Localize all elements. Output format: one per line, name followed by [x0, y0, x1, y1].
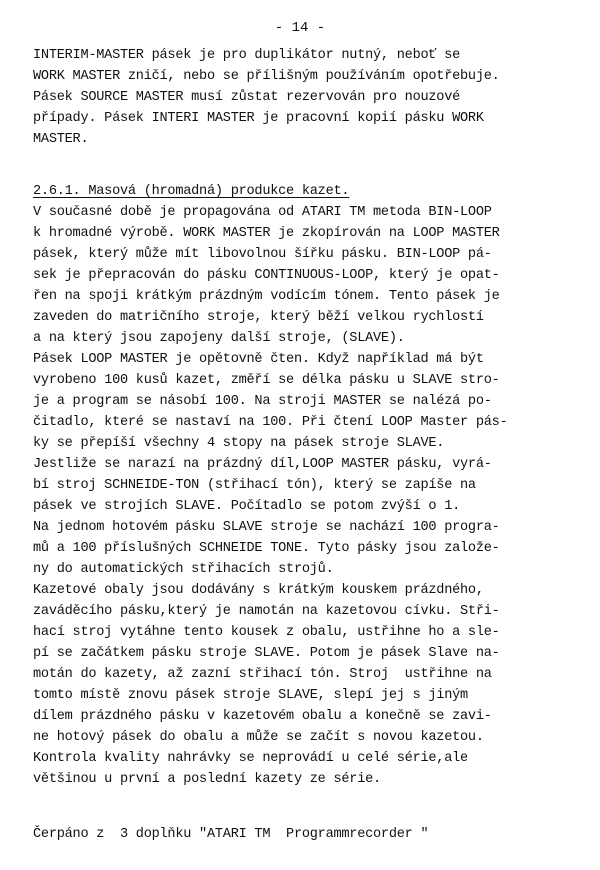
text-line: zaveden do matričního stroje, který běží velkou rychlostí	[33, 310, 484, 325]
text-line: vyrobeno 100 kusů kazet, změří se délka pásku u SLAVE stro-	[33, 373, 500, 388]
body-paragraph	[33, 202, 593, 790]
text-line: pásek ve strojích SLAVE. Počítadlo se potom zvýší o 1.	[33, 499, 461, 514]
text-line: Pásek SOURCE MASTER musí zůstat rezervován pro nouzové	[33, 90, 461, 105]
text-line: Kontrola kvality nahrávky se neprovádí u celé série,ale	[33, 751, 468, 766]
text-line: dílem prázdného pásku v kazetovém obalu a konečně se zavi-	[33, 709, 492, 724]
text-line: tomto místě znovu pásek stroje SLAVE, slepí jej s jiným	[33, 688, 468, 703]
section-heading: 2.6.1. Masová (hromadná) produkce kazet.	[33, 184, 350, 199]
source-note: Čerpáno z 3 doplňku "ATARI TM Programmrecorder "	[33, 827, 429, 842]
text-line: Pásek LOOP MASTER je opětovně čten. Když například má být	[33, 352, 484, 367]
text-line: motán do kazety, až zazní střihací tón. Stroj ustřihne na	[33, 667, 492, 682]
text-line: zaváděcího pásku,který je namotán na kazetovou cívku. Stři-	[33, 604, 500, 619]
text-line: Kazetové obaly jsou dodávány s krátkým kouskem prázdného,	[33, 583, 484, 598]
page-number: - 14 -	[274, 20, 326, 36]
text-line: ky se přepíší všechny 4 stopy na pásek stroje SLAVE.	[33, 436, 445, 451]
text-line: V současné době je propagována od ATARI TM metoda BIN-LOOP	[33, 205, 492, 220]
text-line: Jestliže se narazí na prázdný díl,LOOP MASTER pásku, vyrá-	[33, 457, 492, 472]
text-line: INTERIM-MASTER pásek je pro duplikátor nutný, neboť se	[33, 48, 461, 63]
text-line: pí se začátkem pásku stroje SLAVE. Potom je pásek Slave na-	[33, 646, 500, 661]
text-line: MASTER.	[33, 132, 89, 147]
text-line: Na jednom hotovém pásku SLAVE stroje se nachází 100 progra-	[33, 520, 500, 535]
text-line: mů a 100 příslušných SCHNEIDE TONE. Tyto pásky jsou založe-	[33, 541, 500, 556]
text-line: sek je přepracován do pásku CONTINUOUS-LOOP, který je opat-	[33, 268, 500, 283]
text-line: k hromadné výrobě. WORK MASTER je zkopírován na LOOP MASTER	[33, 226, 500, 241]
text-line: a na který jsou zapojeny další stroje, (SLAVE).	[33, 331, 405, 346]
text-line: je a program se násobí 100. Na stroji MASTER se nalézá po-	[33, 394, 492, 409]
intro-paragraph	[33, 45, 593, 150]
text-line: pásek, který může mít libovolnou šířku pásku. BIN-LOOP pá-	[33, 247, 492, 262]
section-heading-block	[33, 181, 593, 202]
source-note-block	[33, 824, 593, 845]
text-line: WORK MASTER zničí, nebo se přílišným používáním opotřebuje.	[33, 69, 500, 84]
text-line: čitadlo, které se nastaví na 100. Při čtení LOOP Master pás-	[33, 415, 508, 430]
text-line: většinou u první a poslední kazety ze série.	[33, 772, 381, 787]
text-line: řen na spoji krátkým prázdným vodícím tónem. Tento pásek je	[33, 289, 500, 304]
text-line: ny do automatických střihacích strojů.	[33, 562, 334, 577]
text-line: hací stroj vytáhne tento kousek z obalu, ustřihne ho a sle-	[33, 625, 500, 640]
text-line: bí stroj SCHNEIDE-TON (střihací tón), který se zapíše na	[33, 478, 476, 493]
text-line: ne hotový pásek do obalu a může se začít s novou kazetou.	[33, 730, 484, 745]
text-line: případy. Pásek INTERI MASTER je pracovní kopií pásku WORK	[33, 111, 484, 126]
